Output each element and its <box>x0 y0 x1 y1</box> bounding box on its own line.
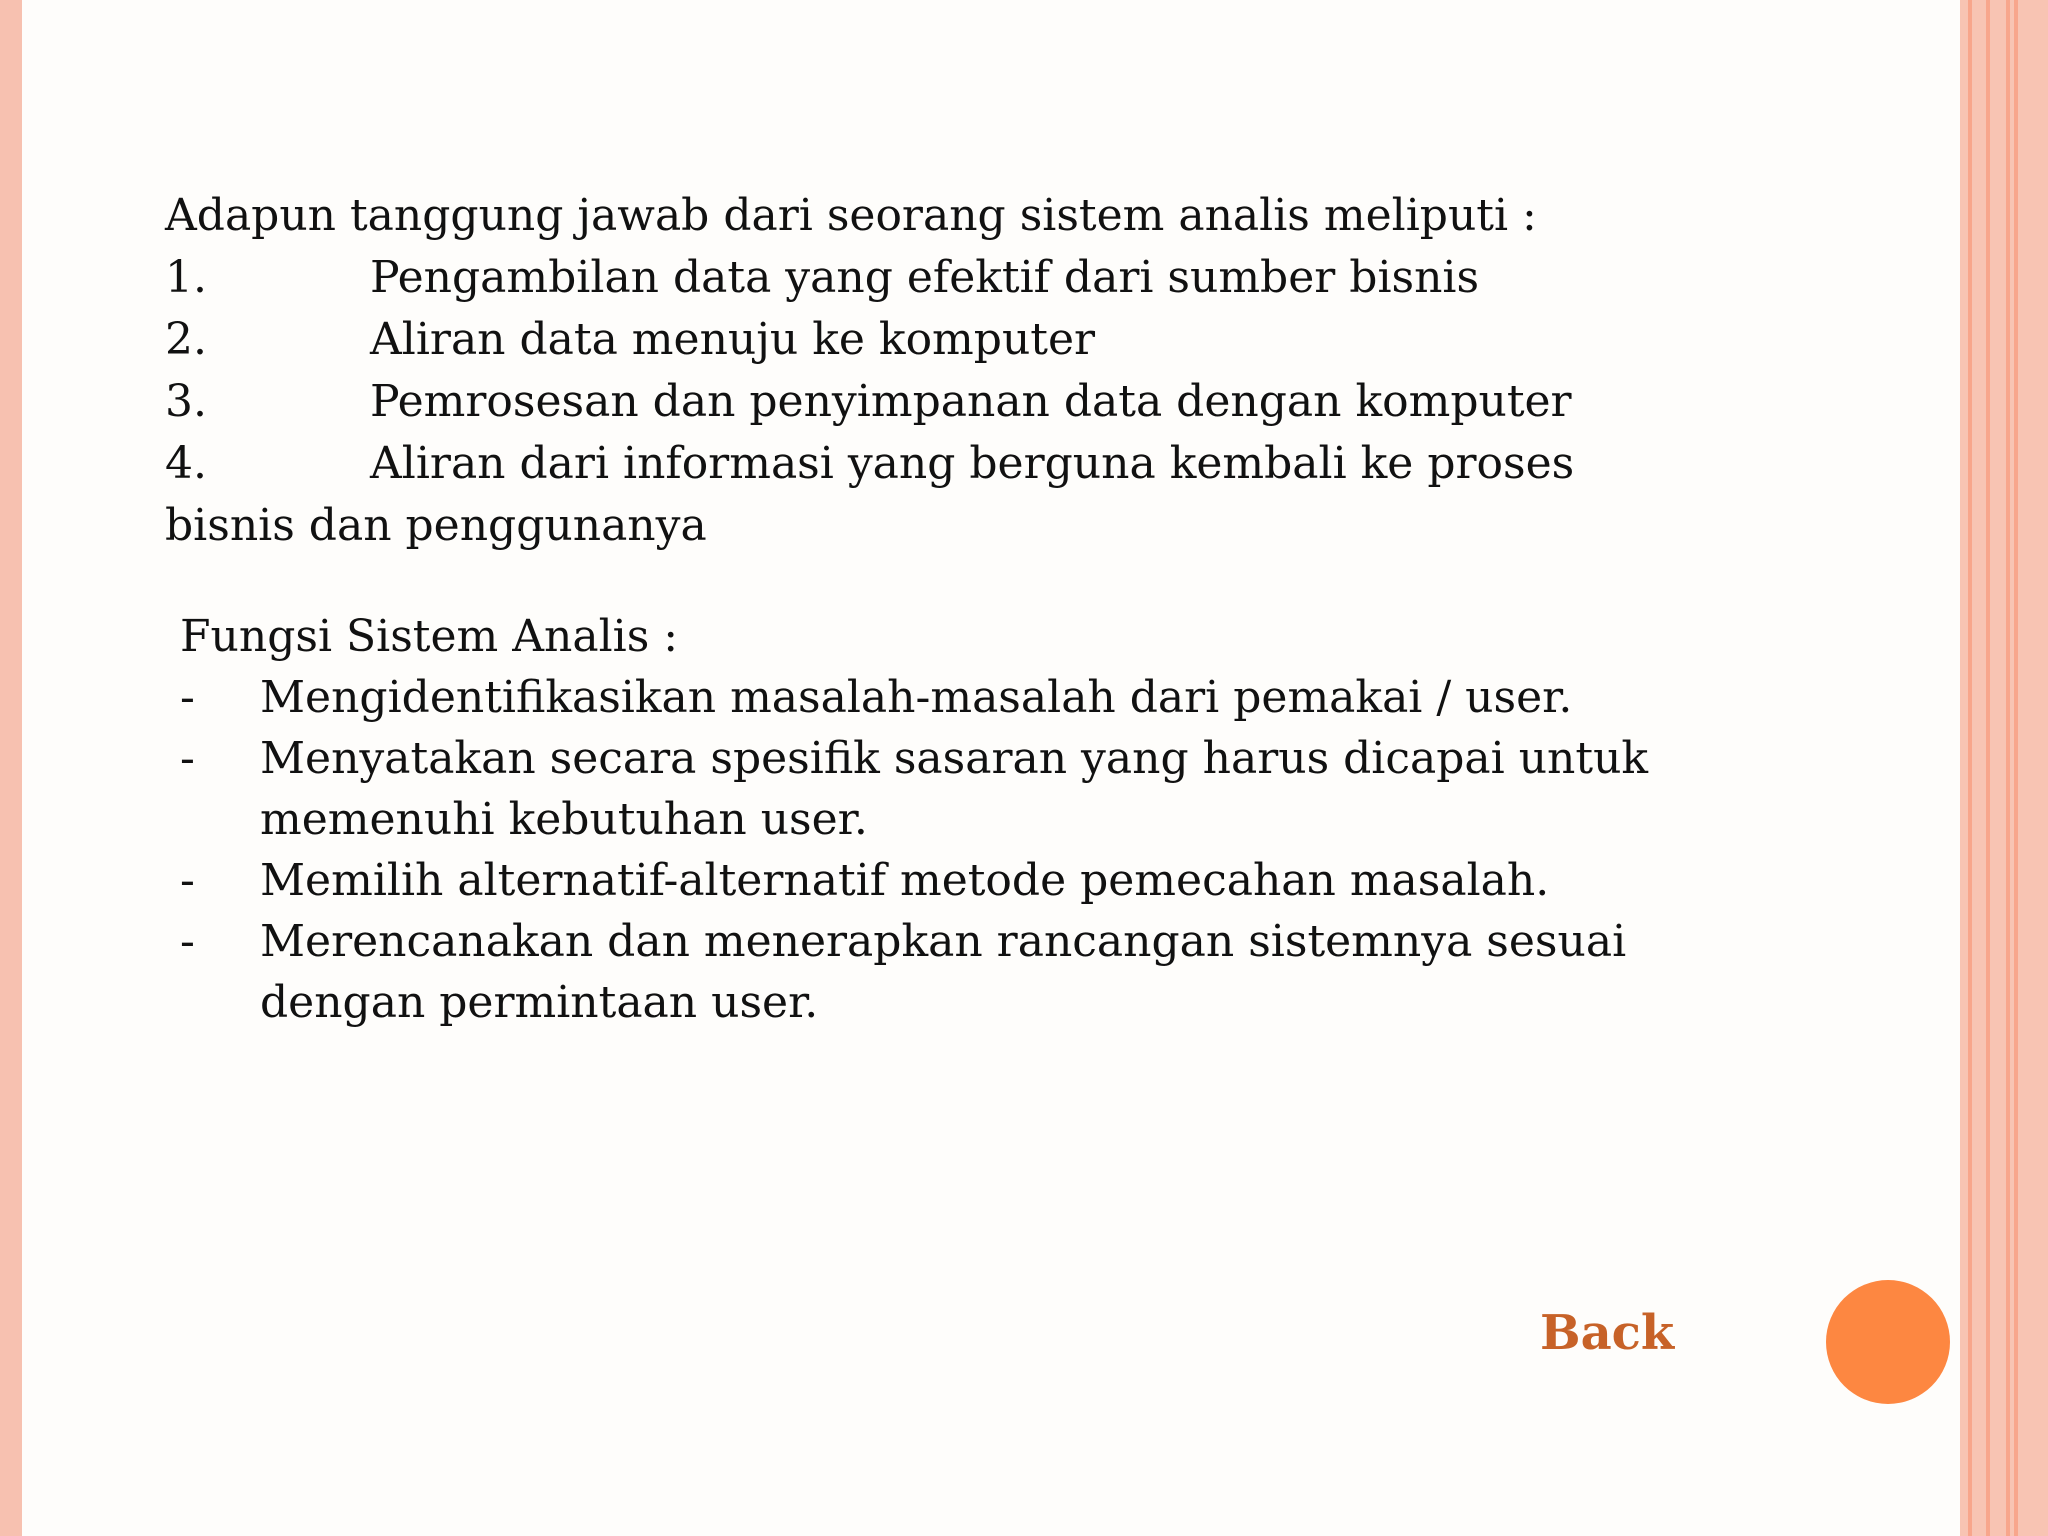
right-border-band <box>1960 0 2048 1536</box>
numbered-item <box>165 247 1805 309</box>
item-number: 3. <box>165 376 207 427</box>
item-text: Pengambilan data yang efektif dari sumber bisnis <box>370 252 1480 303</box>
bullet-text: Menyatakan secara spesifik sasaran yang harus dicapai untuk memenuhi kebutuhan user. <box>260 733 1649 845</box>
right-border-line <box>2006 0 2010 1536</box>
bullet-item <box>180 728 1780 850</box>
bullet-marker: - <box>180 672 195 723</box>
item-text: Aliran data menuju ke komputer <box>370 314 1096 365</box>
responsibilities-section <box>165 185 1805 557</box>
item-text: Pemrosesan dan penyimpanan data dengan komputer <box>370 376 1572 427</box>
bullet-item <box>180 850 1780 911</box>
right-border-line <box>2014 0 2018 1536</box>
item-number: 2. <box>165 314 207 365</box>
numbered-item <box>165 433 1805 495</box>
bullet-text: Mengidentifikasikan masalah-masalah dari pemakai / user. <box>260 672 1573 723</box>
numbered-item <box>165 309 1805 371</box>
item-continuation: bisnis dan penggunanya <box>165 500 707 551</box>
back-link[interactable]: Back <box>1540 1305 1675 1361</box>
functions-section <box>180 606 1780 1033</box>
item-number: 1. <box>165 252 207 303</box>
right-border-line <box>1986 0 1990 1536</box>
bullet-text: Memilih alternatif-alternatif metode pemecahan masalah. <box>260 855 1550 906</box>
functions-heading: Fungsi Sistem Analis : <box>180 611 679 662</box>
circle-nav-button[interactable] <box>1826 1280 1950 1404</box>
bullet-marker: - <box>180 916 195 967</box>
left-border-stripe <box>0 0 22 1536</box>
item-number: 4. <box>165 438 207 489</box>
bullet-item <box>180 911 1780 1033</box>
bullet-marker: - <box>180 733 195 784</box>
responsibilities-intro: Adapun tanggung jawab dari seorang sistem analis meliputi : <box>165 190 1537 241</box>
bullet-marker: - <box>180 855 195 906</box>
bullet-item <box>180 667 1780 728</box>
bullet-text: Merencanakan dan menerapkan rancangan sistemnya sesuai dengan permintaan user. <box>260 916 1627 1028</box>
numbered-item <box>165 371 1805 433</box>
item-text: Aliran dari informasi yang berguna kembali ke proses <box>370 438 1575 489</box>
right-border-line <box>1968 0 1972 1536</box>
